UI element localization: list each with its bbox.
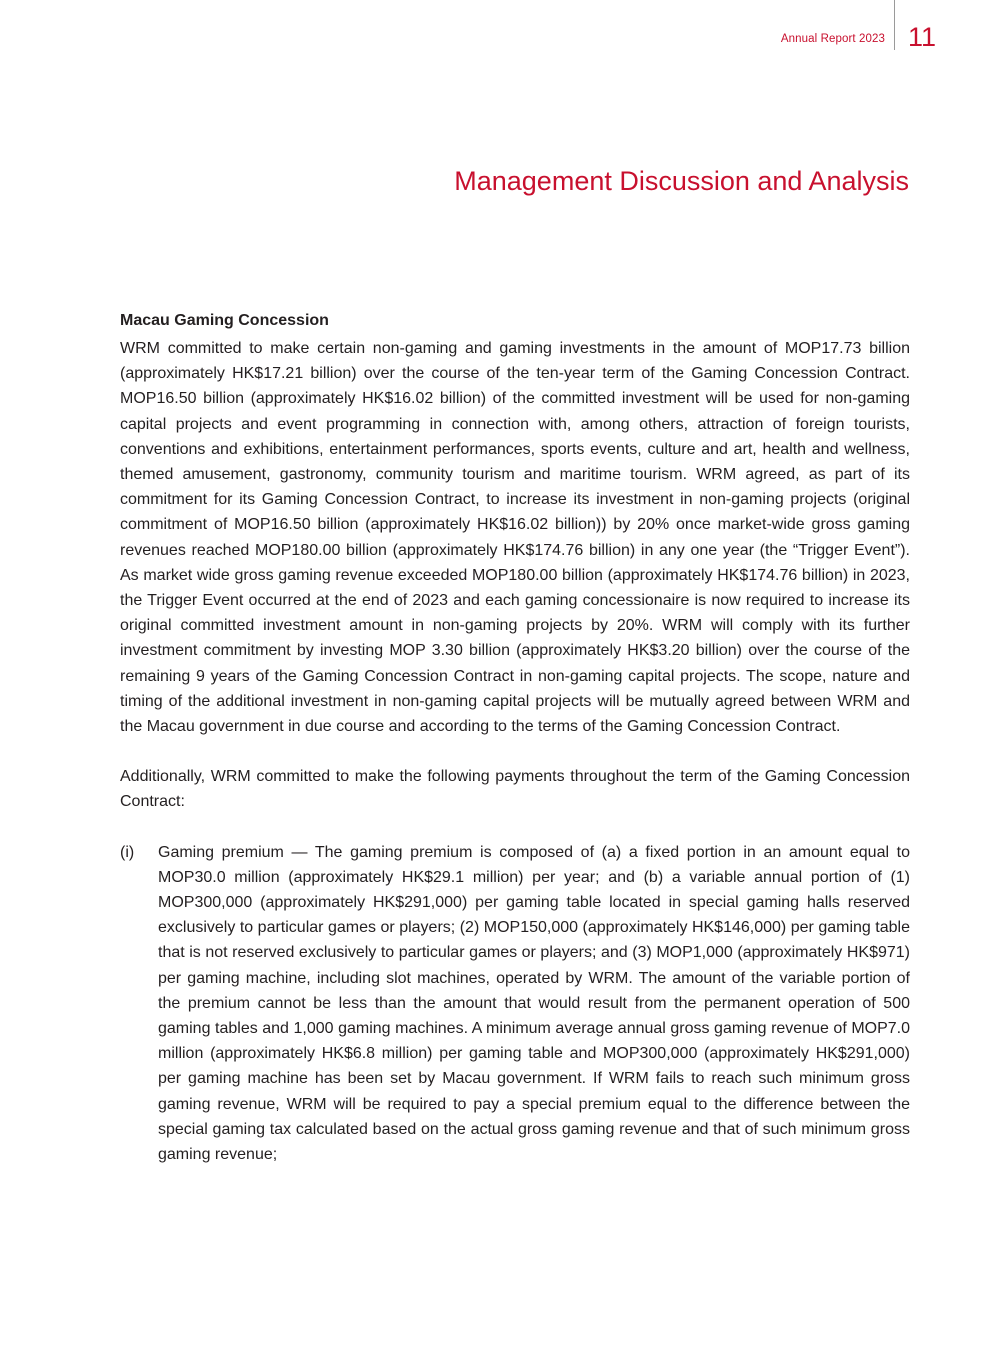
body-paragraph: WRM committed to make certain non-gaming and gaming investments in the amount of MOP17.73 billion (approximately HK$17.21 billion) over the course of the ten-year term of the Gaming Concession Contract. MOP16.50 billion (approximately HK$16.02 billion) of the committed investment will be used for non-gaming capital projects and event programming in connection with, among others, attraction of foreign tourists, conventions and exhibitions, entertainment performances, sports events, culture and art, health and wellness, themed amusement, gastronomy, community tourism and maritime tourism. WRM agreed, as part of its commitment for its Gaming Concession Contract, to increase its investment in non-gaming projects (original commitment of MOP16.50 billion (approximately HK$16.02 billion)) by 20% once market-wide gross gaming revenues reached MOP180.00 billion (approximately HK$174.76 billion) in any one year (the “Trigger Event”). As market wide gross gaming revenue exceeded MOP180.00 billion (approximately HK$174.76 billion) in 2023, the Trigger Event occurred at the end of 2023 and each gaming concessionaire is now required to increase its original committed investment amount in non-gaming projects by 20%. WRM will comply with its further investment commitment by investing MOP 3.30 billion (approximately HK$3.20 billion) over the course of the remaining 9 years of the Gaming Concession Contract in non-gaming capital projects. The scope, nature and timing of the additional investment in non-gaming capital projects will be mutually agreed between WRM and the Macau government in due course and according to the terms of the Gaming Concession Contract. — [120, 340, 910, 736]
header-divider — [894, 0, 895, 50]
body-paragraph: Additionally, WRM committed to make the following payments throughout the term of the Gaming Concession Contract: — [120, 768, 910, 811]
list-item-text: Gaming premium — The gaming premium is composed of (a) a fixed portion in an amount equal to MOP30.0 million (approximately HK$29.1 million) per year; and (b) a variable annual portion of (1) MOP300,000 (approximately HK$291,000) per gaming table located in special gaming halls reserved exclusively to particular games or players; (2) MOP150,000 (approximately HK$146,000) per gaming table that is not reserved exclusively to particular games or players; and (3) MOP1,000 (approximately HK$971) per gaming machine, including slot machines, operated by WRM. The amount of the variable portion of the premium cannot be less than the amount that would result from the permanent operation of 500 gaming tables and 1,000 gaming machines. A minimum average annual gross gaming revenue of MOP7.0 million (approximately HK$6.8 million) per gaming table and MOP300,000 (approximately HK$291,000) per gaming machine has been set by Macau government. If WRM fails to reach such minimum gross gaming revenue, WRM will be required to pay a special premium equal to the difference between the special gaming tax calculated based on the actual gross gaming revenue and that of such minimum gross gaming revenue; — [158, 843, 910, 1164]
page-number: 11 — [908, 22, 937, 52]
page-title: Management Discussion and Analysis — [454, 166, 909, 196]
main-content — [120, 310, 910, 1167]
running-header-report-title: Annual Report 2023 — [780, 33, 885, 45]
section-heading: Macau Gaming Concession — [120, 312, 329, 329]
list-item — [120, 840, 910, 1168]
list-marker: (i) — [120, 843, 135, 861]
